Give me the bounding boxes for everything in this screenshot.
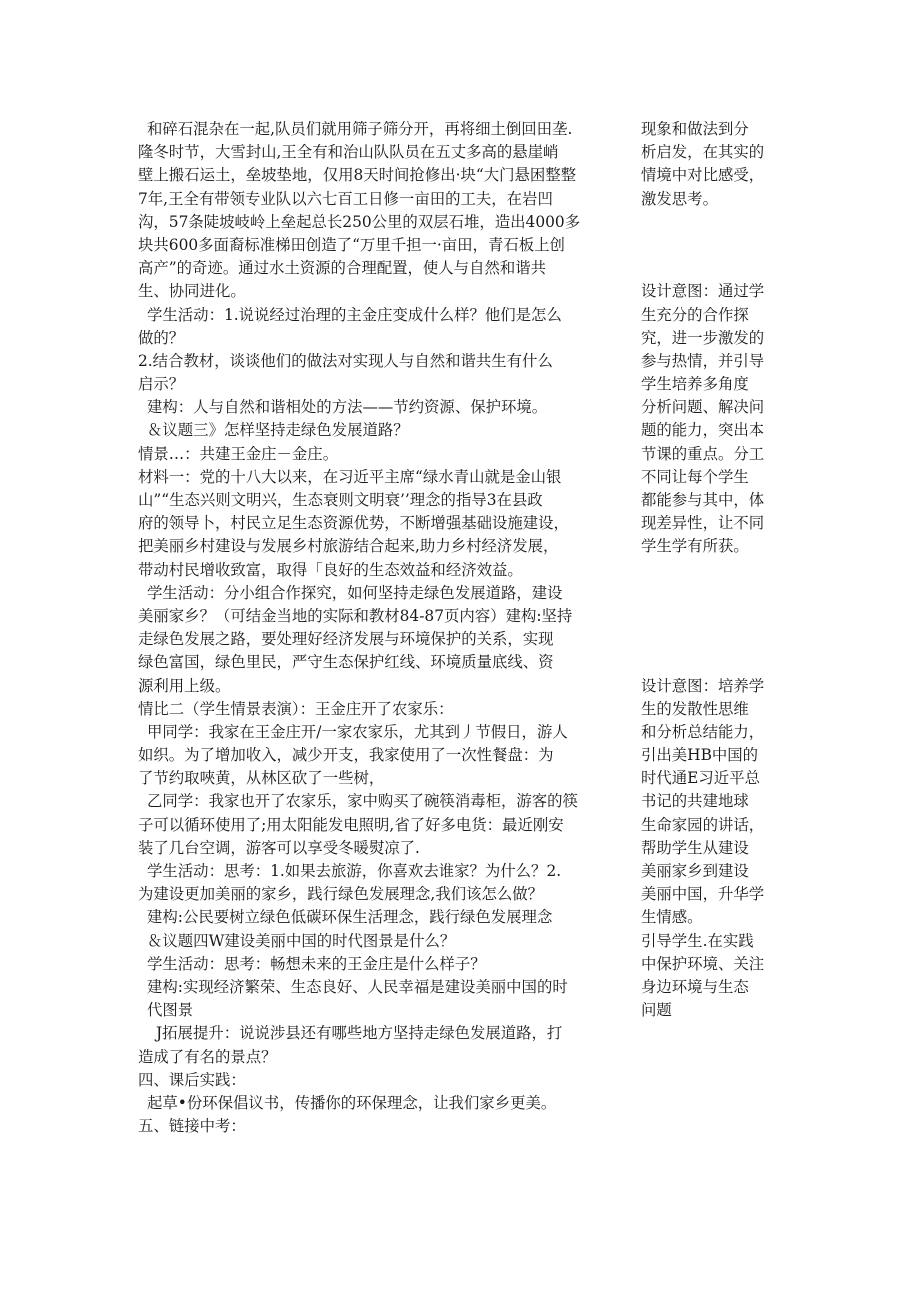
side-note-line: 引出美HB中国的 [641,746,759,765]
side-note-line: 分析问题、解决问 [641,398,765,417]
main-text-line: 装了几台空调，游客可以享受冬暖熨凉了. [138,838,420,857]
main-text-line: 起草•份环保倡议书，传播你的环保理念，让我们家乡更美。 [147,1093,557,1112]
side-note-line: 问题 [641,1001,672,1020]
main-text-line: 绿色富国，绿色里民，严守生态保护红线、环境质量底线、资 [138,653,554,672]
main-text-line: 源利用上级。 [138,676,231,695]
design-notes-column [641,118,791,1022]
side-note-line: 帮助学生从建设 [641,838,749,857]
side-note-line: 节课的重点。分工 [641,444,765,463]
side-note-line: 和分析总结能力， [641,722,765,741]
main-text-line: J拓展提升：说说涉县还有哪些地方坚持走绿色发展道路，打 [156,1024,563,1043]
side-note-line: 究，进一步激发的 [641,328,765,347]
side-note-line: 身边环境与生态 [641,977,749,996]
main-text-line: 如织。为了增加收入，减少开支，我家使用了一次性餐盘：为 [138,746,554,765]
main-text-line: ＆议题四W建设美丽中国的时代图景是什么？ [147,931,456,950]
side-note-line: 都能参与其中，体 [641,491,765,509]
main-text-line: 和碎石混杂在一起,队员们就用筛子筛分开，再将细土倒回田垄. [147,120,573,138]
side-note-line: 书记的共建地球 [641,792,749,811]
main-text-line: 材料一：党的十八大以来，在习近平主席“绿水青山就是金山银 [138,467,562,486]
main-text-line: 建构：人与自然和谐相处的方法——节约资源、保护环境。 [147,398,548,417]
side-spacer [641,257,791,280]
side-spacer [641,211,791,234]
side-note-line: 设计意图：培养学 [641,676,765,695]
side-spacer [641,582,791,605]
side-spacer [641,605,791,628]
main-text-line: 情比二（学生情景表演）：王金庄开了农家乐： [138,699,454,718]
side-note-line: 生充分的合作探 [641,305,749,324]
side-spacer [641,651,791,674]
main-text-line: 情景…：共建王金庄－金庄。 [138,444,339,463]
side-note-line: 参与热情，并引导 [641,351,765,370]
side-note-line: 美丽家乡到建设 [641,862,749,880]
side-note-line: 中保护环境、关注 [641,954,765,973]
side-note-line: 现象和做法到分 [641,120,749,138]
main-text-line: 学生活动：思考：畅想未来的王金庄是什么样子？ [147,954,486,973]
side-note-line: 学生学有所获。 [641,537,749,556]
side-note-line: 学生培养多角度 [641,375,749,394]
side-spacer [641,628,791,651]
side-note-line: 题的能力，突出本 [641,421,765,440]
main-text-line: 山”“生态兴则文明兴，生态衰则文明衰’’理念的指导3在县政 [138,491,543,509]
side-note-line: 生的发散性思维 [641,699,749,718]
main-text-line: ＆议题三》怎样坚持走绿色发展道路？ [147,421,409,440]
main-text-line: 生、协同进化。 [138,282,246,301]
side-note-line: 激发思考。 [641,189,718,208]
side-note-line: 情境中对比感受， [641,166,765,185]
main-text-line: 走绿色发展之路，要处理好经济发展与环境保护的关系，实现 [138,630,554,649]
main-text-line: 沟，57条陡坡岐岭上垒起总长250公里的双层石堆，造出4000多 [138,212,581,231]
side-note-line: 引导学生.在实践 [641,931,754,950]
main-text-line: 块共600多面裔标准梯田创造了“万里千担一·亩田，青石板上创 [138,235,565,254]
side-note-line: 生命家园的讲话， [641,815,765,834]
main-text-line: 代图景 [147,1001,194,1020]
main-text-line: 学生活动：分小组合作探究，如何坚持走绿色发展道路，建设 [147,583,563,602]
main-text-column [138,118,634,1138]
side-note-line: 美丽中国，升华学 [641,885,765,904]
side-spacer [641,234,791,257]
main-text-line: 做的？ [138,328,185,347]
side-spacer [641,559,791,582]
main-text-line: 隆冬时节，大雪封山,王全有和治山队队员在五丈多高的悬崖峭 [138,143,559,162]
main-text-line: 为建设更加美丽的家乡，践行绿色发展理念,我们该怎么做？ [138,885,544,904]
main-text-line: 学生活动：思考：1.如果去旅游，你喜欢去谁家？为什么？2. [147,862,562,880]
side-note-line: 析启发，在其实的 [641,143,765,162]
main-text-line: 壁上搬石运土，垒坡垫地，仅用8天时间抢修出·块“大门悬困整整 [138,166,577,185]
main-text-line: 子可以循环使用了;用太阳能发电照明,省了好多电货：最近刚安 [138,815,564,834]
main-text-line: 把美丽乡村建设与发展乡村旅游结合起来,助力乡村经济发展， [138,537,559,556]
side-note-line: 不同让每个学生 [641,467,749,486]
main-text-line: 五、链接中考： [138,1117,246,1136]
side-note-line: 时代通E习近平总 [641,769,760,788]
main-text-line: 建构:公民要树立绿色低碳环保生活理念，践行绿色发展理念 [147,908,553,927]
main-text-line: 2.结合教材，谈谈他们的做法对实现人与自然和谐共生有什么 [138,351,553,370]
main-text-line: 造成了有名的景点？ [138,1047,277,1066]
main-text-line: 四、课后实践： [138,1070,246,1089]
main-text-line: 7年,王全有带领专业队以六七百工日修一亩田的工夫，在岩凹 [138,189,553,208]
main-text-line: 甲同学：我家在王金庄开/一家农家乐，尤其到丿节假日，游人 [147,722,568,741]
main-text-line: 了节约取唊黄，从林区砍了一些树， [138,769,385,788]
main-text-line: 启示？ [138,375,185,394]
side-note-line: 设计意图：通过学 [641,282,765,301]
side-note-line: 生情感。 [641,908,703,927]
main-text-line: 府的领导卜，村民立足生态资源优势，不断增强基础设施建设， [138,514,569,533]
main-text-line: 高产”的奇迹。通过水土资源的合理配置，使人与自然和谐共 [138,259,547,278]
main-text-line: 乙同学：我家也开了农家乐，家中购买了碗筷消毒柜，游客的筷 [147,792,578,811]
side-note-line: 现差异性，让不同 [641,514,765,533]
main-text-line: 带动村民增收致富，取得「良好的生态效益和经济效益。 [138,560,523,579]
main-text-line: 建构:实现经济繁荣、生态良好、人民幸福是建设美丽中国的时 [147,977,568,996]
main-text-line: 学生活动：1.说说经过治理的主金庄变成什么样？他们是怎么 [147,305,562,324]
main-text-line: 美丽家乡？（可结金当地的实际和教材84-87页内容）建构:坚持 [138,606,573,625]
